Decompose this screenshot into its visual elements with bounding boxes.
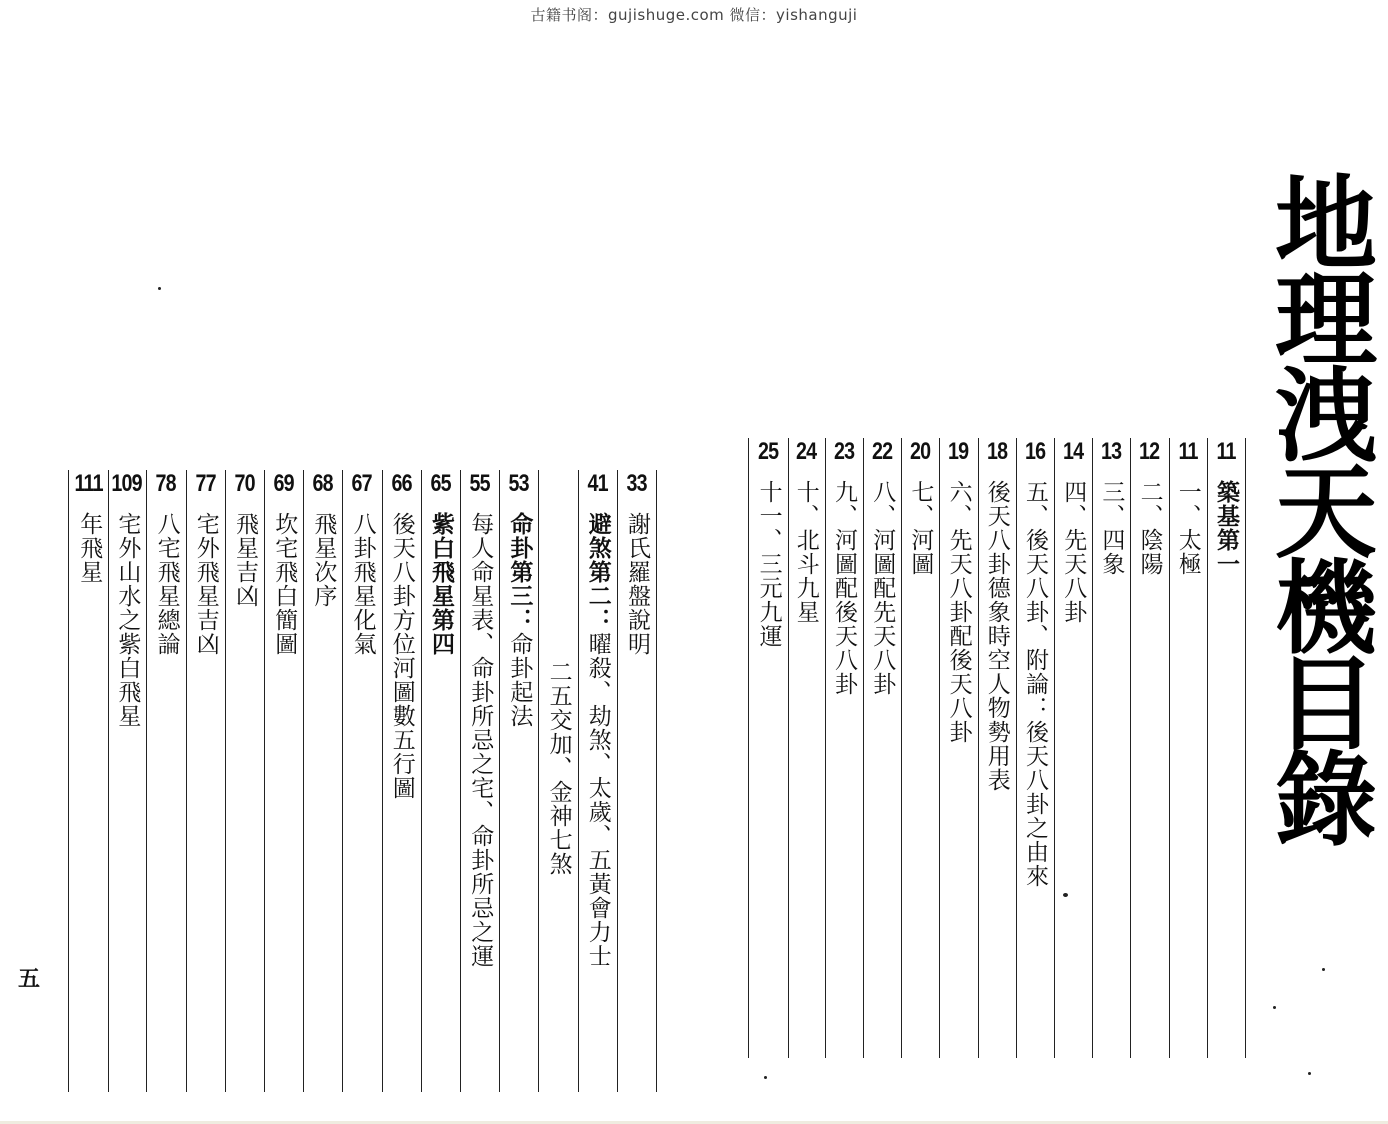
- toc-entry-text: 築基第一: [1212, 480, 1239, 576]
- toc-entry: [421, 470, 461, 1092]
- toc-entry-text: 紫白飛星第四: [427, 512, 454, 656]
- toc-page-number: 68: [312, 470, 333, 497]
- toc-entry-text: 四、先天八卦: [1060, 480, 1087, 624]
- toc-page-number: 23: [833, 438, 855, 465]
- toc-page-number: 53: [508, 470, 529, 497]
- toc-entry: [107, 470, 147, 1092]
- toc-entry-text: 十、北斗九星: [792, 480, 819, 624]
- toc-entry-text: 六、先天八卦配後天八卦: [945, 480, 972, 744]
- toc-entry: [186, 470, 226, 1092]
- toc-entry-text: 十一、三元九運: [755, 480, 782, 648]
- toc-page-number: 111: [74, 470, 103, 497]
- toc-page-number: 12: [1139, 438, 1160, 465]
- scan-speck: [1322, 968, 1325, 971]
- toc-page-number: 70: [234, 470, 255, 497]
- toc-page-number: 16: [1024, 438, 1046, 465]
- scan-speck: [1273, 1006, 1276, 1009]
- toc-entry: [901, 438, 940, 1058]
- toc-entry: [939, 438, 978, 1058]
- toc-page-number: 13: [1101, 438, 1122, 465]
- toc-entry: [264, 470, 304, 1092]
- toc-page-number: [542, 470, 574, 504]
- toc-entry: [1054, 438, 1093, 1058]
- toc-entry: [460, 470, 500, 1092]
- toc-entry: [499, 470, 539, 1092]
- toc-entry: [978, 438, 1017, 1058]
- toc-page-number: 22: [871, 438, 893, 465]
- toc-entry-text: 年飛星: [76, 512, 103, 584]
- toc-entry: [863, 438, 902, 1058]
- toc-entry-text: 後天八卦方位河圖數五行圖: [388, 512, 415, 800]
- toc-entry: [1169, 438, 1208, 1058]
- toc-section-heading: 避煞第二：: [584, 512, 611, 632]
- toc-entry: [225, 470, 265, 1092]
- scan-speck: [764, 1076, 767, 1079]
- toc-entry-text: 謝氏羅盤說明: [623, 512, 650, 656]
- toc-page-number: 77: [195, 470, 216, 497]
- scan-speck: [1308, 1072, 1311, 1075]
- toc-entry: [342, 470, 382, 1092]
- toc-page-number: 14: [1062, 438, 1084, 465]
- toc-entry: [578, 470, 618, 1092]
- toc-entry: [382, 470, 422, 1092]
- toc-entry-text: [578, 512, 617, 968]
- toc-entry-text: 三、四象: [1098, 480, 1125, 576]
- toc-section-heading: 命卦第三：: [506, 512, 533, 632]
- toc-entry-text: 宅外飛星吉凶: [192, 512, 219, 656]
- toc-page-number: 18: [986, 438, 1007, 465]
- toc-entry-text: 每人命星表、命卦所忌之宅、命卦所忌之運: [467, 512, 494, 968]
- toc-entry: [1016, 438, 1055, 1058]
- toc-page-number: 69: [273, 470, 294, 497]
- toc-entry-text: 一、太極: [1174, 480, 1201, 576]
- toc-entry: [538, 470, 578, 1092]
- toc-entry: [68, 470, 109, 1092]
- toc-entry-text: 宅外山水之紫白飛星: [114, 512, 141, 728]
- toc-entry-text: 飛星吉凶: [231, 512, 258, 608]
- toc-entry: [787, 438, 826, 1058]
- page-number-marker: 五: [18, 966, 41, 992]
- toc-page-number: 19: [948, 438, 969, 465]
- toc-entry: [1207, 438, 1246, 1058]
- toc-entry-text: 九、河圖配後天八卦: [830, 480, 857, 696]
- toc-entry-text: 後天八卦德象時空人物勢用表: [983, 480, 1010, 792]
- toc-entry-text: 七、河圖: [907, 480, 934, 576]
- scan-speck: [1063, 893, 1068, 897]
- toc-entry-text: 八宅飛星總論: [153, 512, 180, 656]
- toc-entry: [748, 438, 788, 1058]
- toc-entry-text: 八卦飛星化氣: [349, 512, 376, 656]
- toc-entry-text: 二、陰陽: [1136, 480, 1163, 576]
- toc-entry-text: 飛星次序: [310, 512, 337, 608]
- toc-section-items: 命卦起法: [506, 632, 533, 728]
- toc-page-number: 66: [391, 470, 412, 497]
- toc-page-number: 11: [1178, 438, 1198, 465]
- toc-page-number: 109: [111, 470, 142, 497]
- page-title: 地理洩天機目錄: [1258, 170, 1378, 842]
- toc-entry: [1092, 438, 1131, 1058]
- toc-page-number: 65: [430, 470, 451, 497]
- toc-entry: [1130, 438, 1169, 1058]
- toc-page-number: 78: [155, 470, 177, 497]
- toc-page-number: 11: [1216, 438, 1236, 465]
- watermark-text: 古籍书阁：gujishuge.com 微信：yishanguji: [530, 6, 858, 24]
- toc-page-number: 33: [626, 470, 647, 497]
- toc-entry-text: 二五交加、金神七煞: [545, 660, 572, 876]
- toc-entry-text: 五、後天八卦、附論：後天八卦之由來: [1021, 480, 1048, 888]
- toc-page-number: 41: [587, 470, 608, 497]
- scan-speck: [158, 287, 161, 290]
- toc-entry-text: 坎宅飛白簡圖: [271, 512, 298, 656]
- toc-entry: [825, 438, 864, 1058]
- toc-entry: [303, 470, 343, 1092]
- toc-page-number: 55: [469, 470, 490, 497]
- toc-page-number: 25: [758, 438, 779, 465]
- toc-page-number: 24: [795, 438, 816, 465]
- toc-entry-text: [499, 512, 538, 728]
- toc-entry-text: 八、河圖配先天八卦: [869, 480, 896, 696]
- toc-page-number: 67: [351, 470, 373, 497]
- toc-page-number: 20: [910, 438, 931, 465]
- toc-entry: [617, 470, 657, 1092]
- toc-entry: [146, 470, 186, 1092]
- toc-section-items: 曜殺、劫煞、太歲、五黃會力士: [584, 632, 611, 968]
